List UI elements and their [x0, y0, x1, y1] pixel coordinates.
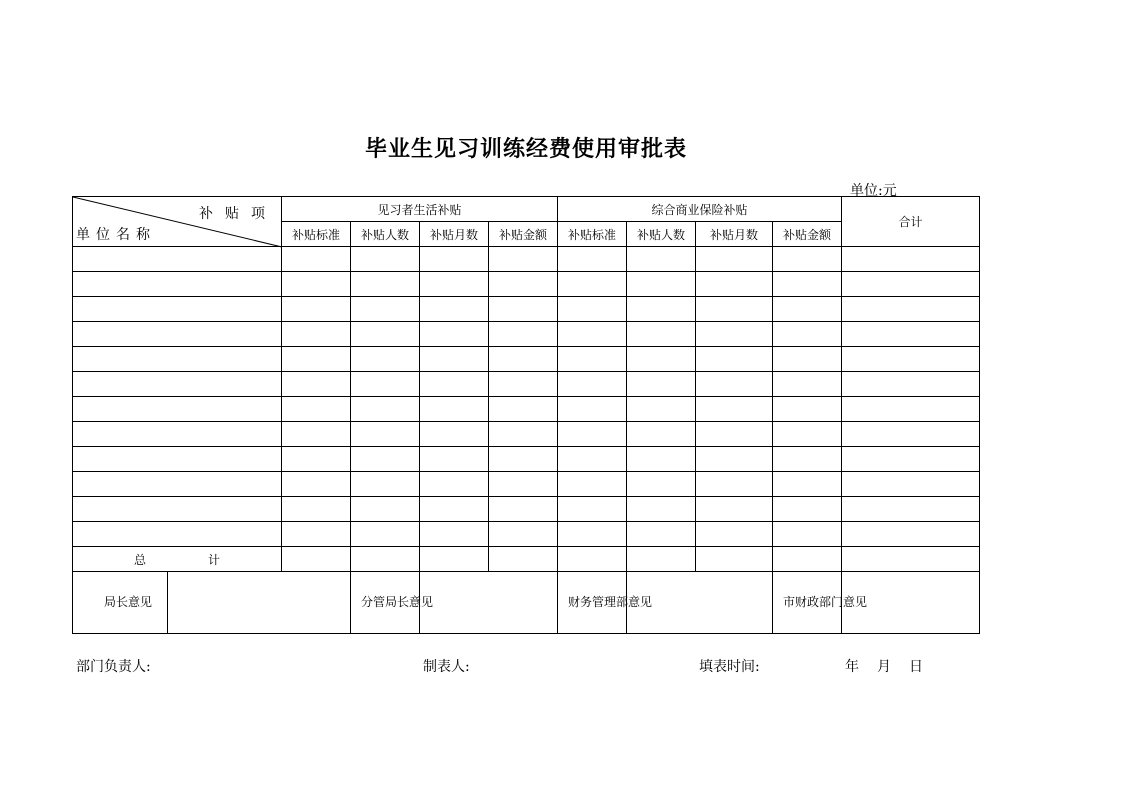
- data-cell[interactable]: [282, 447, 351, 472]
- group-insurance-subsidy: 综合商业保险补贴: [558, 197, 842, 222]
- sum-cell[interactable]: [627, 547, 696, 572]
- data-cell[interactable]: [558, 272, 627, 297]
- data-cell[interactable]: [420, 272, 489, 297]
- sum-cell[interactable]: [558, 547, 627, 572]
- data-cell[interactable]: [351, 497, 420, 522]
- unit-name-cell[interactable]: [73, 372, 282, 397]
- table-row: [73, 322, 980, 347]
- data-cell[interactable]: [351, 322, 420, 347]
- data-cell[interactable]: [627, 272, 696, 297]
- unit-name-cell[interactable]: [73, 322, 282, 347]
- subcol-amount-2: 补贴金额: [773, 222, 842, 247]
- page-title: 毕业生见习训练经费使用审批表: [364, 136, 687, 162]
- data-cell[interactable]: [489, 297, 558, 322]
- dept-head-label: 部门负责人:: [76, 659, 151, 675]
- data-cell[interactable]: [282, 497, 351, 522]
- unit-name-cell[interactable]: [73, 497, 282, 522]
- data-cell[interactable]: [773, 497, 842, 522]
- day-label: 日: [909, 659, 923, 675]
- data-cell[interactable]: [773, 447, 842, 472]
- data-cell[interactable]: [696, 272, 773, 297]
- data-cell[interactable]: [351, 447, 420, 472]
- unit-name-cell[interactable]: [73, 447, 282, 472]
- data-cell[interactable]: [696, 347, 773, 372]
- data-cell[interactable]: [489, 347, 558, 372]
- data-cell[interactable]: [842, 472, 980, 497]
- data-cell[interactable]: [489, 272, 558, 297]
- data-cell[interactable]: [773, 397, 842, 422]
- data-cell[interactable]: [627, 347, 696, 372]
- data-cell[interactable]: [696, 522, 773, 547]
- data-cell[interactable]: [351, 397, 420, 422]
- data-cell[interactable]: [420, 522, 489, 547]
- data-cell[interactable]: [842, 297, 980, 322]
- subcol-amount-1: 补贴金额: [489, 222, 558, 247]
- data-cell[interactable]: [773, 372, 842, 397]
- year-label: 年: [845, 659, 859, 675]
- sum-cell[interactable]: [420, 547, 489, 572]
- table-row: [73, 372, 980, 397]
- bureau-chief-opinion-field[interactable]: [168, 572, 351, 634]
- data-cell[interactable]: [489, 447, 558, 472]
- opinion-row: [73, 572, 980, 634]
- sum-label-right: 计: [208, 552, 221, 567]
- data-cell[interactable]: [558, 497, 627, 522]
- data-cell[interactable]: [842, 247, 980, 272]
- data-cell[interactable]: [627, 472, 696, 497]
- data-cell[interactable]: [842, 522, 980, 547]
- table-row: [73, 497, 980, 522]
- data-cell[interactable]: [627, 372, 696, 397]
- unit-name-cell[interactable]: [73, 297, 282, 322]
- data-cell[interactable]: [420, 372, 489, 397]
- sum-cell[interactable]: [842, 547, 980, 572]
- data-cell[interactable]: [558, 322, 627, 347]
- table-row: [73, 297, 980, 322]
- sum-row: [73, 547, 980, 572]
- data-cell[interactable]: [842, 272, 980, 297]
- data-cell[interactable]: [696, 472, 773, 497]
- table-row: [73, 447, 980, 472]
- data-cell[interactable]: [351, 522, 420, 547]
- table-row: [73, 522, 980, 547]
- preparer-label: 制表人:: [423, 659, 470, 675]
- data-cell[interactable]: [282, 522, 351, 547]
- data-cell[interactable]: [558, 397, 627, 422]
- data-cell[interactable]: [282, 347, 351, 372]
- city-finance-opinion-label: 市财政部门意见: [773, 572, 842, 634]
- data-cell[interactable]: [351, 347, 420, 372]
- data-cell[interactable]: [282, 297, 351, 322]
- data-cell[interactable]: [773, 272, 842, 297]
- data-cell[interactable]: [773, 472, 842, 497]
- data-cell[interactable]: [489, 397, 558, 422]
- data-cell[interactable]: [558, 297, 627, 322]
- subcol-months-1: 补贴月数: [420, 222, 489, 247]
- table-row: [73, 247, 980, 272]
- data-cell[interactable]: [558, 372, 627, 397]
- data-cell[interactable]: [842, 372, 980, 397]
- data-cell[interactable]: [282, 372, 351, 397]
- corner-subsidy-item-label: 补贴项: [199, 206, 277, 222]
- data-cell[interactable]: [773, 322, 842, 347]
- data-cell[interactable]: [696, 397, 773, 422]
- data-cell[interactable]: [282, 272, 351, 297]
- data-cell[interactable]: [558, 247, 627, 272]
- data-cell[interactable]: [489, 422, 558, 447]
- month-label: 月: [877, 659, 891, 675]
- data-cell[interactable]: [773, 422, 842, 447]
- data-cell[interactable]: [842, 422, 980, 447]
- data-cell[interactable]: [489, 472, 558, 497]
- corner-unit-name-label: 单位名称: [76, 227, 156, 243]
- sum-cell[interactable]: [351, 547, 420, 572]
- sum-cell[interactable]: [696, 547, 773, 572]
- data-cell[interactable]: [420, 472, 489, 497]
- data-cell[interactable]: [420, 447, 489, 472]
- data-cell[interactable]: [696, 247, 773, 272]
- data-cell[interactable]: [420, 497, 489, 522]
- data-cell[interactable]: [773, 522, 842, 547]
- table-row: [73, 422, 980, 447]
- data-cell[interactable]: [627, 497, 696, 522]
- data-cell[interactable]: [351, 372, 420, 397]
- data-cell[interactable]: [351, 272, 420, 297]
- data-cell[interactable]: [842, 397, 980, 422]
- data-cell[interactable]: [351, 247, 420, 272]
- subcol-count-1: 补贴人数: [351, 222, 420, 247]
- subcol-standard-1: 补贴标准: [282, 222, 351, 247]
- data-cell[interactable]: [627, 522, 696, 547]
- unit-name-cell[interactable]: [73, 347, 282, 372]
- sum-cell[interactable]: [773, 547, 842, 572]
- fill-date-label: 填表时间:: [699, 659, 760, 675]
- group-living-subsidy: 见习者生活补贴: [282, 197, 558, 222]
- approval-table: [72, 196, 980, 634]
- unit-name-cell[interactable]: [73, 472, 282, 497]
- table-row: [73, 472, 980, 497]
- data-cell[interactable]: [489, 247, 558, 272]
- data-cell[interactable]: [420, 422, 489, 447]
- data-cell[interactable]: [351, 297, 420, 322]
- bureau-chief-opinion-label: 局长意见: [73, 572, 168, 634]
- data-cell[interactable]: [627, 322, 696, 347]
- data-cell[interactable]: [489, 522, 558, 547]
- data-cell[interactable]: [489, 322, 558, 347]
- sum-cell[interactable]: [282, 547, 351, 572]
- data-cell[interactable]: [842, 322, 980, 347]
- corner-header-cell: [73, 197, 282, 247]
- data-cell[interactable]: [773, 347, 842, 372]
- data-cell[interactable]: [842, 447, 980, 472]
- data-cell[interactable]: [627, 447, 696, 472]
- data-cell[interactable]: [282, 247, 351, 272]
- subcol-standard-2: 补贴标准: [558, 222, 627, 247]
- subcol-months-2: 补贴月数: [696, 222, 773, 247]
- data-cell[interactable]: [351, 472, 420, 497]
- data-cell[interactable]: [558, 347, 627, 372]
- data-cell[interactable]: [282, 397, 351, 422]
- data-cell[interactable]: [489, 372, 558, 397]
- data-cell[interactable]: [627, 422, 696, 447]
- unit-label: 单位:元: [850, 183, 897, 199]
- unit-name-cell[interactable]: [73, 422, 282, 447]
- table-row: [73, 397, 980, 422]
- data-cell[interactable]: [696, 322, 773, 347]
- finance-dept-opinion-label: 财务管理部意见: [558, 572, 627, 634]
- sum-label: [73, 547, 282, 572]
- data-cell[interactable]: [489, 497, 558, 522]
- data-cell[interactable]: [558, 472, 627, 497]
- data-cell[interactable]: [282, 472, 351, 497]
- data-cell[interactable]: [696, 447, 773, 472]
- data-cell[interactable]: [420, 347, 489, 372]
- data-cell[interactable]: [420, 397, 489, 422]
- data-cell[interactable]: [558, 422, 627, 447]
- unit-name-cell[interactable]: [73, 397, 282, 422]
- data-cell[interactable]: [558, 522, 627, 547]
- sum-cell[interactable]: [489, 547, 558, 572]
- unit-name-cell[interactable]: [73, 522, 282, 547]
- data-cell[interactable]: [420, 322, 489, 347]
- data-cell[interactable]: [842, 347, 980, 372]
- table-row: [73, 272, 980, 297]
- data-cell[interactable]: [696, 372, 773, 397]
- data-cell[interactable]: [773, 297, 842, 322]
- data-cell[interactable]: [773, 247, 842, 272]
- data-cell[interactable]: [282, 422, 351, 447]
- subcol-count-2: 补贴人数: [627, 222, 696, 247]
- sum-label-left: 总: [133, 552, 146, 567]
- data-cell[interactable]: [420, 247, 489, 272]
- unit-name-cell[interactable]: [73, 272, 282, 297]
- data-cell[interactable]: [420, 297, 489, 322]
- data-cell[interactable]: [627, 247, 696, 272]
- data-cell[interactable]: [696, 422, 773, 447]
- unit-name-cell[interactable]: [73, 247, 282, 272]
- data-cell[interactable]: [627, 397, 696, 422]
- deputy-chief-opinion-label: 分管局长意见: [351, 572, 420, 634]
- table-row: [73, 347, 980, 372]
- data-cell[interactable]: [282, 322, 351, 347]
- data-rows: [73, 247, 980, 547]
- total-header: 合计: [842, 197, 980, 247]
- data-cell[interactable]: [351, 422, 420, 447]
- data-cell[interactable]: [696, 297, 773, 322]
- data-cell[interactable]: [696, 497, 773, 522]
- data-cell[interactable]: [558, 447, 627, 472]
- data-cell[interactable]: [627, 297, 696, 322]
- data-cell[interactable]: [842, 497, 980, 522]
- deputy-chief-opinion-field[interactable]: [420, 572, 558, 634]
